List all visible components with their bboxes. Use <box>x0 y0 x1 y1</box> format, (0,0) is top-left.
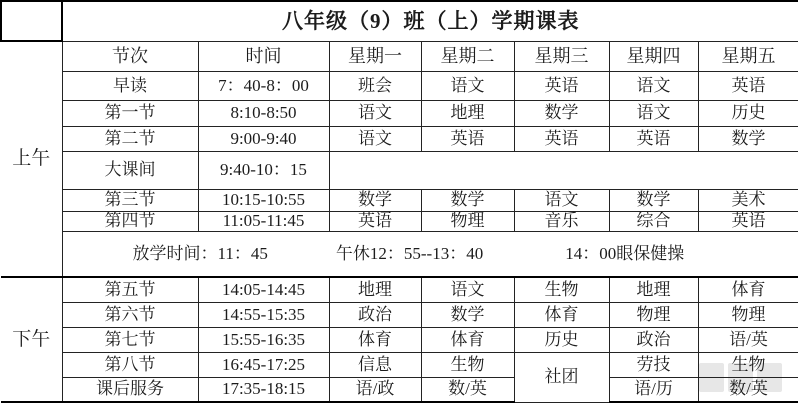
subject-cell-wed: 体育 <box>514 302 609 327</box>
subject-cell-fri: 体育 <box>698 277 798 302</box>
page-title: 八年级（9）班（上）学期课表 <box>62 1 798 41</box>
subject-cell-thu: 物理 <box>609 302 698 327</box>
period-cell: 第四节 <box>62 211 198 231</box>
subject-cell-wed: 音乐 <box>514 211 609 231</box>
row-period-1 <box>1 100 798 126</box>
lunch-break-text: 午休12：55--13：40 <box>335 243 484 263</box>
row-period-8 <box>1 352 798 377</box>
subject-cell-wed: 英语 <box>514 71 609 100</box>
period-cell: 早读 <box>62 71 198 100</box>
subject-cell-tue: 数/英 <box>421 377 514 402</box>
subject-cell-fri: 生物 <box>698 352 798 377</box>
subject-cell-mon: 语文 <box>329 100 421 126</box>
header-day-mon: 星期一 <box>329 41 421 71</box>
subject-cell-fri: 数/英 <box>698 377 798 402</box>
row-morning-reading <box>1 71 798 100</box>
subject-cell-wed: 生物 <box>514 277 609 302</box>
period-cell: 第五节 <box>62 277 198 302</box>
header-period: 节次 <box>62 41 198 71</box>
row-period-6 <box>1 302 798 327</box>
header-day-fri: 星期五 <box>698 41 798 71</box>
row-period-2 <box>1 126 798 151</box>
subject-cell-thu: 劳技 <box>609 352 698 377</box>
subject-cell-thu: 数学 <box>609 189 698 211</box>
subject-cell-tue: 体育 <box>421 327 514 352</box>
row-big-break <box>1 151 798 189</box>
row-period-5 <box>1 277 798 302</box>
eye-exercise-text: 14：00眼保健操 <box>565 243 685 263</box>
period-cell: 大课间 <box>62 151 198 189</box>
subject-cell-tue: 数学 <box>421 302 514 327</box>
period-cell: 第一节 <box>62 100 198 126</box>
subject-cell-fri: 美术 <box>698 189 798 211</box>
time-cell: 7：40-8：00 <box>198 71 329 100</box>
row-period-7 <box>1 327 798 352</box>
dismissal-time-text: 放学时间：11：45 <box>132 243 268 263</box>
subject-cell-wed: 英语 <box>514 126 609 151</box>
time-cell: 11:05-11:45 <box>198 211 329 231</box>
time-cell: 9:40-10：15 <box>198 151 329 189</box>
subject-cell-mon: 语/政 <box>329 377 421 402</box>
header-day-thu: 星期四 <box>609 41 698 71</box>
subject-cell-tue: 语文 <box>421 71 514 100</box>
period-cell: 第三节 <box>62 189 198 211</box>
time-cell: 14:05-14:45 <box>198 277 329 302</box>
midday-note <box>63 245 798 263</box>
subject-cell-mon: 政治 <box>329 302 421 327</box>
subject-cell-tue: 生物 <box>421 352 514 377</box>
time-cell: 14:55-15:35 <box>198 302 329 327</box>
subject-cell-mon: 语文 <box>329 126 421 151</box>
section-morning: 上午 <box>1 41 62 277</box>
subject-cell-thu: 综合 <box>609 211 698 231</box>
section-afternoon: 下午 <box>1 277 62 402</box>
time-cell: 8:10-8:50 <box>198 100 329 126</box>
subject-cell-mon: 体育 <box>329 327 421 352</box>
header-time: 时间 <box>198 41 329 71</box>
period-cell: 第八节 <box>62 352 198 377</box>
subject-cell-thu: 政治 <box>609 327 698 352</box>
time-cell: 15:55-16:35 <box>198 327 329 352</box>
header-day-wed: 星期三 <box>514 41 609 71</box>
subject-cell-fri: 物理 <box>698 302 798 327</box>
subject-cell-tue: 数学 <box>421 189 514 211</box>
row-midday <box>1 231 798 277</box>
subject-cell-fri: 英语 <box>698 211 798 231</box>
subject-cell-mon: 班会 <box>329 71 421 100</box>
subject-cell-mon: 信息 <box>329 352 421 377</box>
subject-cell-thu: 英语 <box>609 126 698 151</box>
time-cell: 16:45-17:25 <box>198 352 329 377</box>
subject-cell-thu: 语/历 <box>609 377 698 402</box>
subject-cell-wed: 数学 <box>514 100 609 126</box>
subject-cell-thu: 地理 <box>609 277 698 302</box>
period-cell: 第六节 <box>62 302 198 327</box>
subject-cell-wed-club: 社团 <box>514 352 609 402</box>
subject-cell-fri: 英语 <box>698 71 798 100</box>
subject-cell-wed: 语文 <box>514 189 609 211</box>
subject-cell-fri: 历史 <box>698 100 798 126</box>
subject-cell-mon: 英语 <box>329 211 421 231</box>
subject-cell-tue: 语文 <box>421 277 514 302</box>
row-period-3 <box>1 189 798 211</box>
subject-cell-tue: 英语 <box>421 126 514 151</box>
subject-cell-thu: 语文 <box>609 71 698 100</box>
subject-cell-mon: 数学 <box>329 189 421 211</box>
period-cell: 第七节 <box>62 327 198 352</box>
time-cell: 9:00-9:40 <box>198 126 329 151</box>
big-break-empty-cell <box>329 151 798 189</box>
midday-note-cell <box>62 231 798 277</box>
subject-cell-thu: 语文 <box>609 100 698 126</box>
subject-cell-tue: 物理 <box>421 211 514 231</box>
period-cell: 第二节 <box>62 126 198 151</box>
subject-cell-fri: 数学 <box>698 126 798 151</box>
corner-cell <box>1 1 62 41</box>
row-after-school-service <box>1 377 798 402</box>
header-day-tue: 星期二 <box>421 41 514 71</box>
time-cell: 10:15-10:55 <box>198 189 329 211</box>
title-row <box>1 1 798 41</box>
subject-cell-mon: 地理 <box>329 277 421 302</box>
row-period-4 <box>1 211 798 231</box>
period-cell: 课后服务 <box>62 377 198 402</box>
header-row <box>1 41 798 71</box>
subject-cell-fri: 语/英 <box>698 327 798 352</box>
subject-cell-wed: 历史 <box>514 327 609 352</box>
time-cell: 17:35-18:15 <box>198 377 329 402</box>
subject-cell-tue: 地理 <box>421 100 514 126</box>
